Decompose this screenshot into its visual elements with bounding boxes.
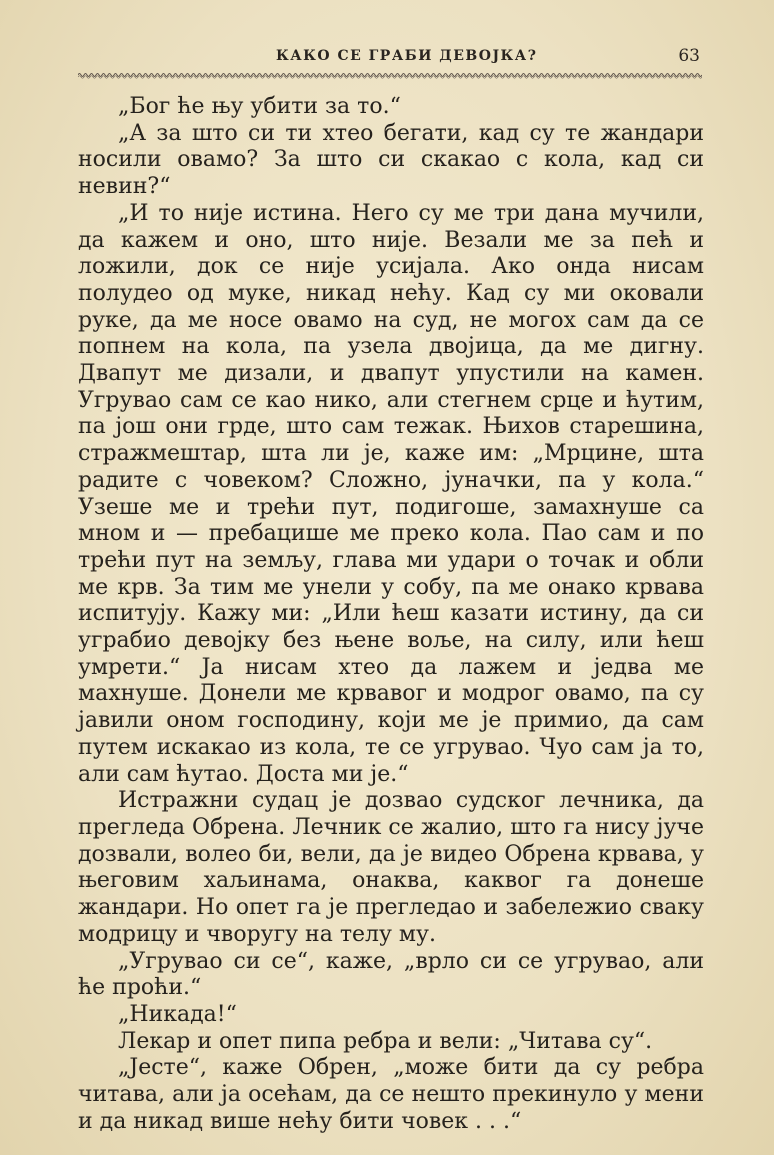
- page-number: 63: [678, 46, 700, 66]
- paragraph: „И то није истина. Него су ме три дана мучили, да кажем и оно, што није. Везали ме за пећ и ложили, док се није усијала. Ако онда нисам полудео од муке, никад нећу. Кад су ми оковали руке, да ме носе овамо на суд, не могох сам да се попнем на кола, па узела двојица, да ме дигну. Двапут ме дизали, и двапут упустили на камен. Угрувао сам се као нико, али стегнем срце и ћутим, па још они грде, што сам тежак. Њихов старешина, стражмештар, шта ли је, каже им: „Мрцине, шта радите с човеком? Сложно, јуначки, па у кола.“ Узеше ме и трећи пут, подигоше, замахнуше са мном и — пребацише ме преко кола. Пао сам и по трећи пут на земљу, глава ми удари о точак и обли ме крв. За тим ме унели у собу, па ме онако крвава испитују. Кажу ми: „Или ћеш казати истину, да си уграбио девојку без њене воље, на силу, или ћеш умрети.“ Ја нисам хтео да лажем и једва ме махнуше. Донели ме крвавог и модрог овамо, па су јавили оном господину, који ме је примио, да сам путем искакао из кола, те се угрувао. Чуо сам ја то, али сам ћутао. Доста ми је.“: [78, 200, 704, 787]
- running-title: КАКО СЕ ГРАБИ ДЕВОЈКА?: [276, 48, 538, 64]
- paragraph: „Угрувао си се“, каже, „врло си се угрувао, али ће проћи.“: [78, 948, 704, 1001]
- paragraph: Истражни судац је дозвао судског лечника, да прегледа Обрена. Лечник се жалио, што га нису јуче дозвали, волео би, вели, да је видео Обрена крвава, у његовим хаљинама, онаква, каквог га донеше жандари. Но опет га је прегледао и забележио сваку модрицу и чворугу на телу му.: [78, 788, 704, 947]
- paragraph: „А за што си ти хтео бегати, кад су те жандари носили овамо? За што си скакао с кола, кад си невин?“: [78, 120, 704, 200]
- paragraph: „Никада!“: [118, 1001, 237, 1027]
- decorative-wavy-rule: [78, 70, 702, 80]
- running-header: [78, 46, 702, 72]
- paragraph: Лекар и опет пипа ребра и вели: „Читава су“.: [118, 1028, 653, 1054]
- body-text: [78, 94, 704, 1135]
- paragraph: „Бог ће њу убити за то.“: [118, 94, 401, 119]
- paragraph: „Јесте“, каже Обрен, „може бити да су ребра читава, али ја осећам, да се нешто прекинуло у мени и да никад више нећу бити човек . . .“: [78, 1055, 704, 1134]
